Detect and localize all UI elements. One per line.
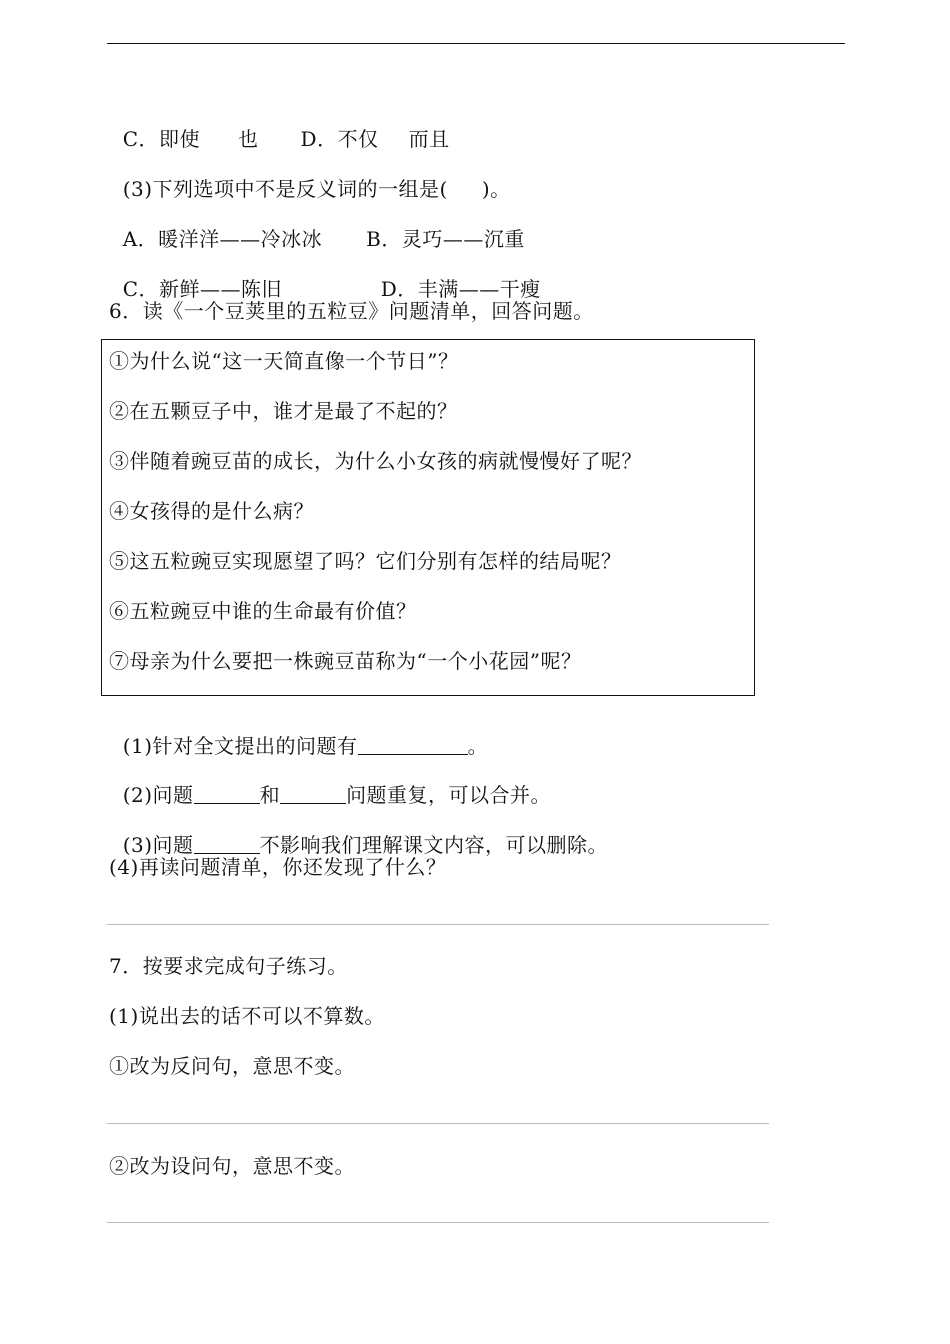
answer-line[interactable] <box>107 924 769 925</box>
q5-3-stem-end: )。 <box>481 177 511 201</box>
q5-option-c-part1: C．即使 <box>122 127 201 151</box>
q5-3-stem-text: (3)下列选项中不是反义词的一组是( <box>122 177 448 201</box>
q6-sub1-text: (1)针对全文提出的问题有 <box>122 734 358 758</box>
answer-blank[interactable] <box>194 783 260 804</box>
q6-sub3 <box>109 803 608 859</box>
q5-3-options-cd <box>109 247 541 303</box>
q6-sub3-text: (3)问题 <box>122 833 194 857</box>
answer-blank[interactable] <box>358 734 468 755</box>
q6-sub2-text: (2)问题 <box>122 783 194 807</box>
question-list-item: ③伴随着豌豆苗的成长，为什么小女孩的病就慢慢好了呢？ <box>109 449 642 473</box>
question-list-item: ⑥五粒豌豆中谁的生命最有价值？ <box>109 599 417 623</box>
q6-sub1-end: 。 <box>467 734 489 758</box>
q5-3-option-c: C．新鲜——陈旧 <box>122 277 283 301</box>
q5-3-option-d: D．丰满——干瘦 <box>380 277 541 301</box>
q6-sub3-end: 不影响我们理解课文内容，可以删除。 <box>259 833 609 857</box>
q5-3-option-b: B．灵巧——沉重 <box>366 227 525 251</box>
q5-3-options-ab <box>109 197 525 253</box>
q6-sub1 <box>109 704 488 760</box>
q5-3-stem <box>109 147 511 203</box>
q7-sub1: (1)说出去的话不可以不算数。 <box>109 1004 385 1028</box>
q5-option-c-part2: 也 <box>238 127 259 151</box>
question-list-item: ⑤这五粒豌豆实现愿望了吗？它们分别有怎样的结局呢？ <box>109 549 622 573</box>
q6-title: 6．读《一个豆荚里的五粒豆》问题清单，回答问题。 <box>109 299 594 323</box>
answer-blank[interactable] <box>194 833 260 854</box>
q7-item1: ①改为反问句，意思不变。 <box>109 1054 355 1078</box>
q6-sub2 <box>109 753 551 809</box>
header-rule <box>107 43 845 44</box>
answer-blank[interactable] <box>280 783 346 804</box>
answer-line[interactable] <box>107 1123 769 1124</box>
q7-title: 7．按要求完成句子练习。 <box>109 954 348 978</box>
q6-sub2-end: 问题重复，可以合并。 <box>346 783 552 807</box>
answer-line[interactable] <box>107 1222 769 1223</box>
q5-option-d-part2: 而且 <box>408 127 450 151</box>
q5-3-option-a: A．暖洋洋——冷冰冰 <box>122 227 323 251</box>
q5-options-cd <box>109 97 450 153</box>
question-list-item: ④女孩得的是什么病？ <box>109 499 314 523</box>
question-list-item: ⑦母亲为什么要把一株豌豆苗称为“一个小花园”呢？ <box>109 649 582 673</box>
q6-sub4: (4)再读问题清单，你还发现了什么？ <box>109 855 447 879</box>
question-list-item: ②在五颗豆子中，谁才是最了不起的？ <box>109 399 458 423</box>
q5-option-d-part1: D．不仅 <box>300 127 379 151</box>
question-list-item: ①为什么说“这一天简直像一个节日”？ <box>109 349 459 373</box>
q7-item2: ②改为设问句，意思不变。 <box>109 1154 355 1178</box>
q6-sub2-and: 和 <box>259 783 281 807</box>
